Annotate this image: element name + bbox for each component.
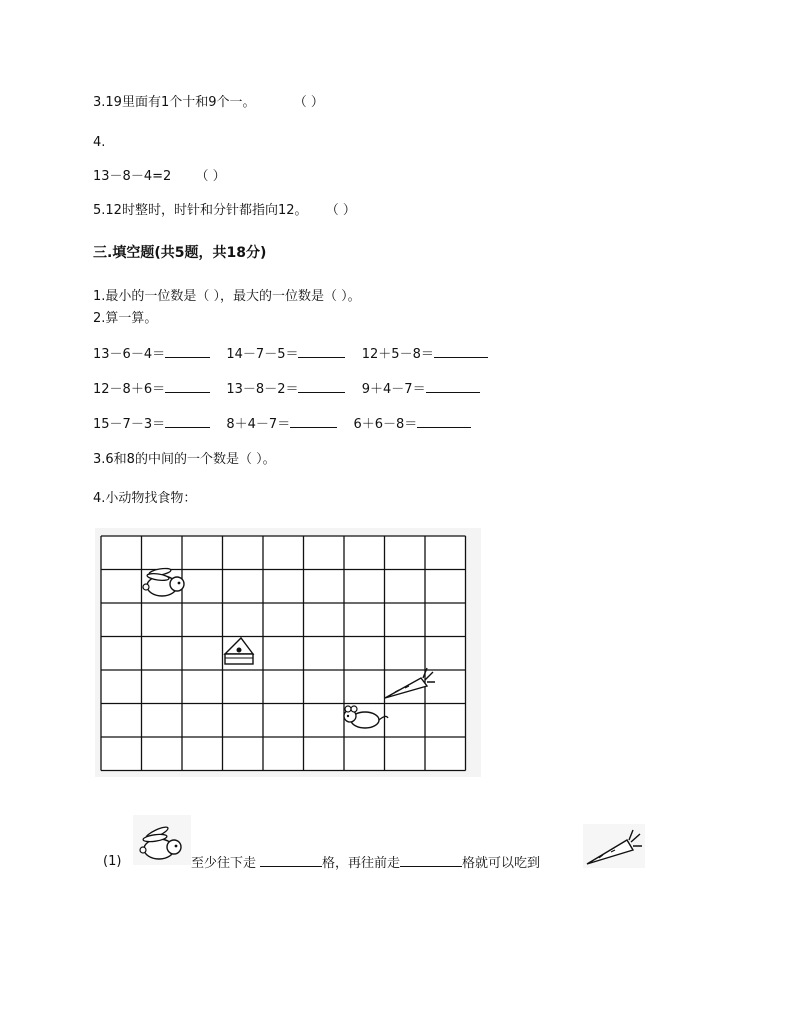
calc-expr: 13－6－4＝ (93, 347, 166, 362)
calc-expr: 13－8－2＝ (226, 382, 299, 397)
fill-q4: 4.小动物找食物： (93, 491, 197, 506)
answer-blank[interactable] (298, 380, 345, 393)
fill-q1: 1.最小的一位数是（ ），最大的一位数是（ ）。 (93, 289, 361, 304)
calc-row (93, 345, 488, 363)
subq1-text-b: 格，再往前走 (322, 856, 401, 871)
answer-blank[interactable] (165, 380, 210, 393)
answer-blank-down[interactable] (260, 854, 322, 867)
calc-row (93, 415, 471, 433)
judgement-q4-expr: 13－8－4=2 (93, 169, 172, 184)
answer-blank-forward[interactable] (400, 854, 462, 867)
answer-blank[interactable] (298, 345, 345, 358)
subq1-number: (1) (103, 854, 122, 869)
food-grid-figure (95, 528, 481, 777)
answer-blank[interactable] (165, 415, 210, 428)
calc-expr: 8＋4－7＝ (226, 417, 291, 432)
fill-q2: 2.算一算。 (93, 311, 158, 326)
subq1-text-a: 至少往下走 (191, 856, 257, 871)
judgement-q4 (93, 169, 226, 185)
judgement-q3-text: 3.19里面有1个十和9个一。 (93, 95, 256, 110)
food-grid (95, 528, 481, 777)
judgement-q3 (93, 95, 324, 111)
calc-expr: 12＋5－8＝ (361, 347, 434, 362)
subq1-text-c: 格就可以吃到 (462, 856, 541, 871)
judgement-q3-paren: （ ） (293, 95, 324, 110)
judgement-q4-number: 4. (93, 135, 106, 150)
judgement-q5-text: 5.12时整时，时针和分针都指向12。 (93, 203, 308, 218)
carrot-icon (583, 824, 645, 868)
calc-expr: 6＋6－8＝ (353, 417, 418, 432)
answer-blank[interactable] (434, 345, 488, 358)
section-title: 三.填空题(共5题，共18分) (93, 245, 267, 261)
answer-blank[interactable] (165, 345, 210, 358)
judgement-q4-paren: （ ） (195, 169, 226, 184)
calc-expr: 12－8＋6＝ (93, 382, 166, 397)
calc-row (93, 380, 480, 398)
rabbit-icon (133, 815, 191, 865)
fill-q3: 3.6和8的中间的一个数是（ ）。 (93, 452, 276, 467)
answer-blank[interactable] (426, 380, 480, 393)
calc-expr: 14－7－5＝ (226, 347, 299, 362)
calc-expr: 9＋4－7＝ (361, 382, 426, 397)
judgement-q5 (93, 203, 356, 219)
answer-blank[interactable] (290, 415, 337, 428)
subq1-sentence (191, 854, 540, 872)
judgement-q5-paren: （ ） (325, 203, 356, 218)
answer-blank[interactable] (417, 415, 471, 428)
calc-expr: 15－7－3＝ (93, 417, 166, 432)
